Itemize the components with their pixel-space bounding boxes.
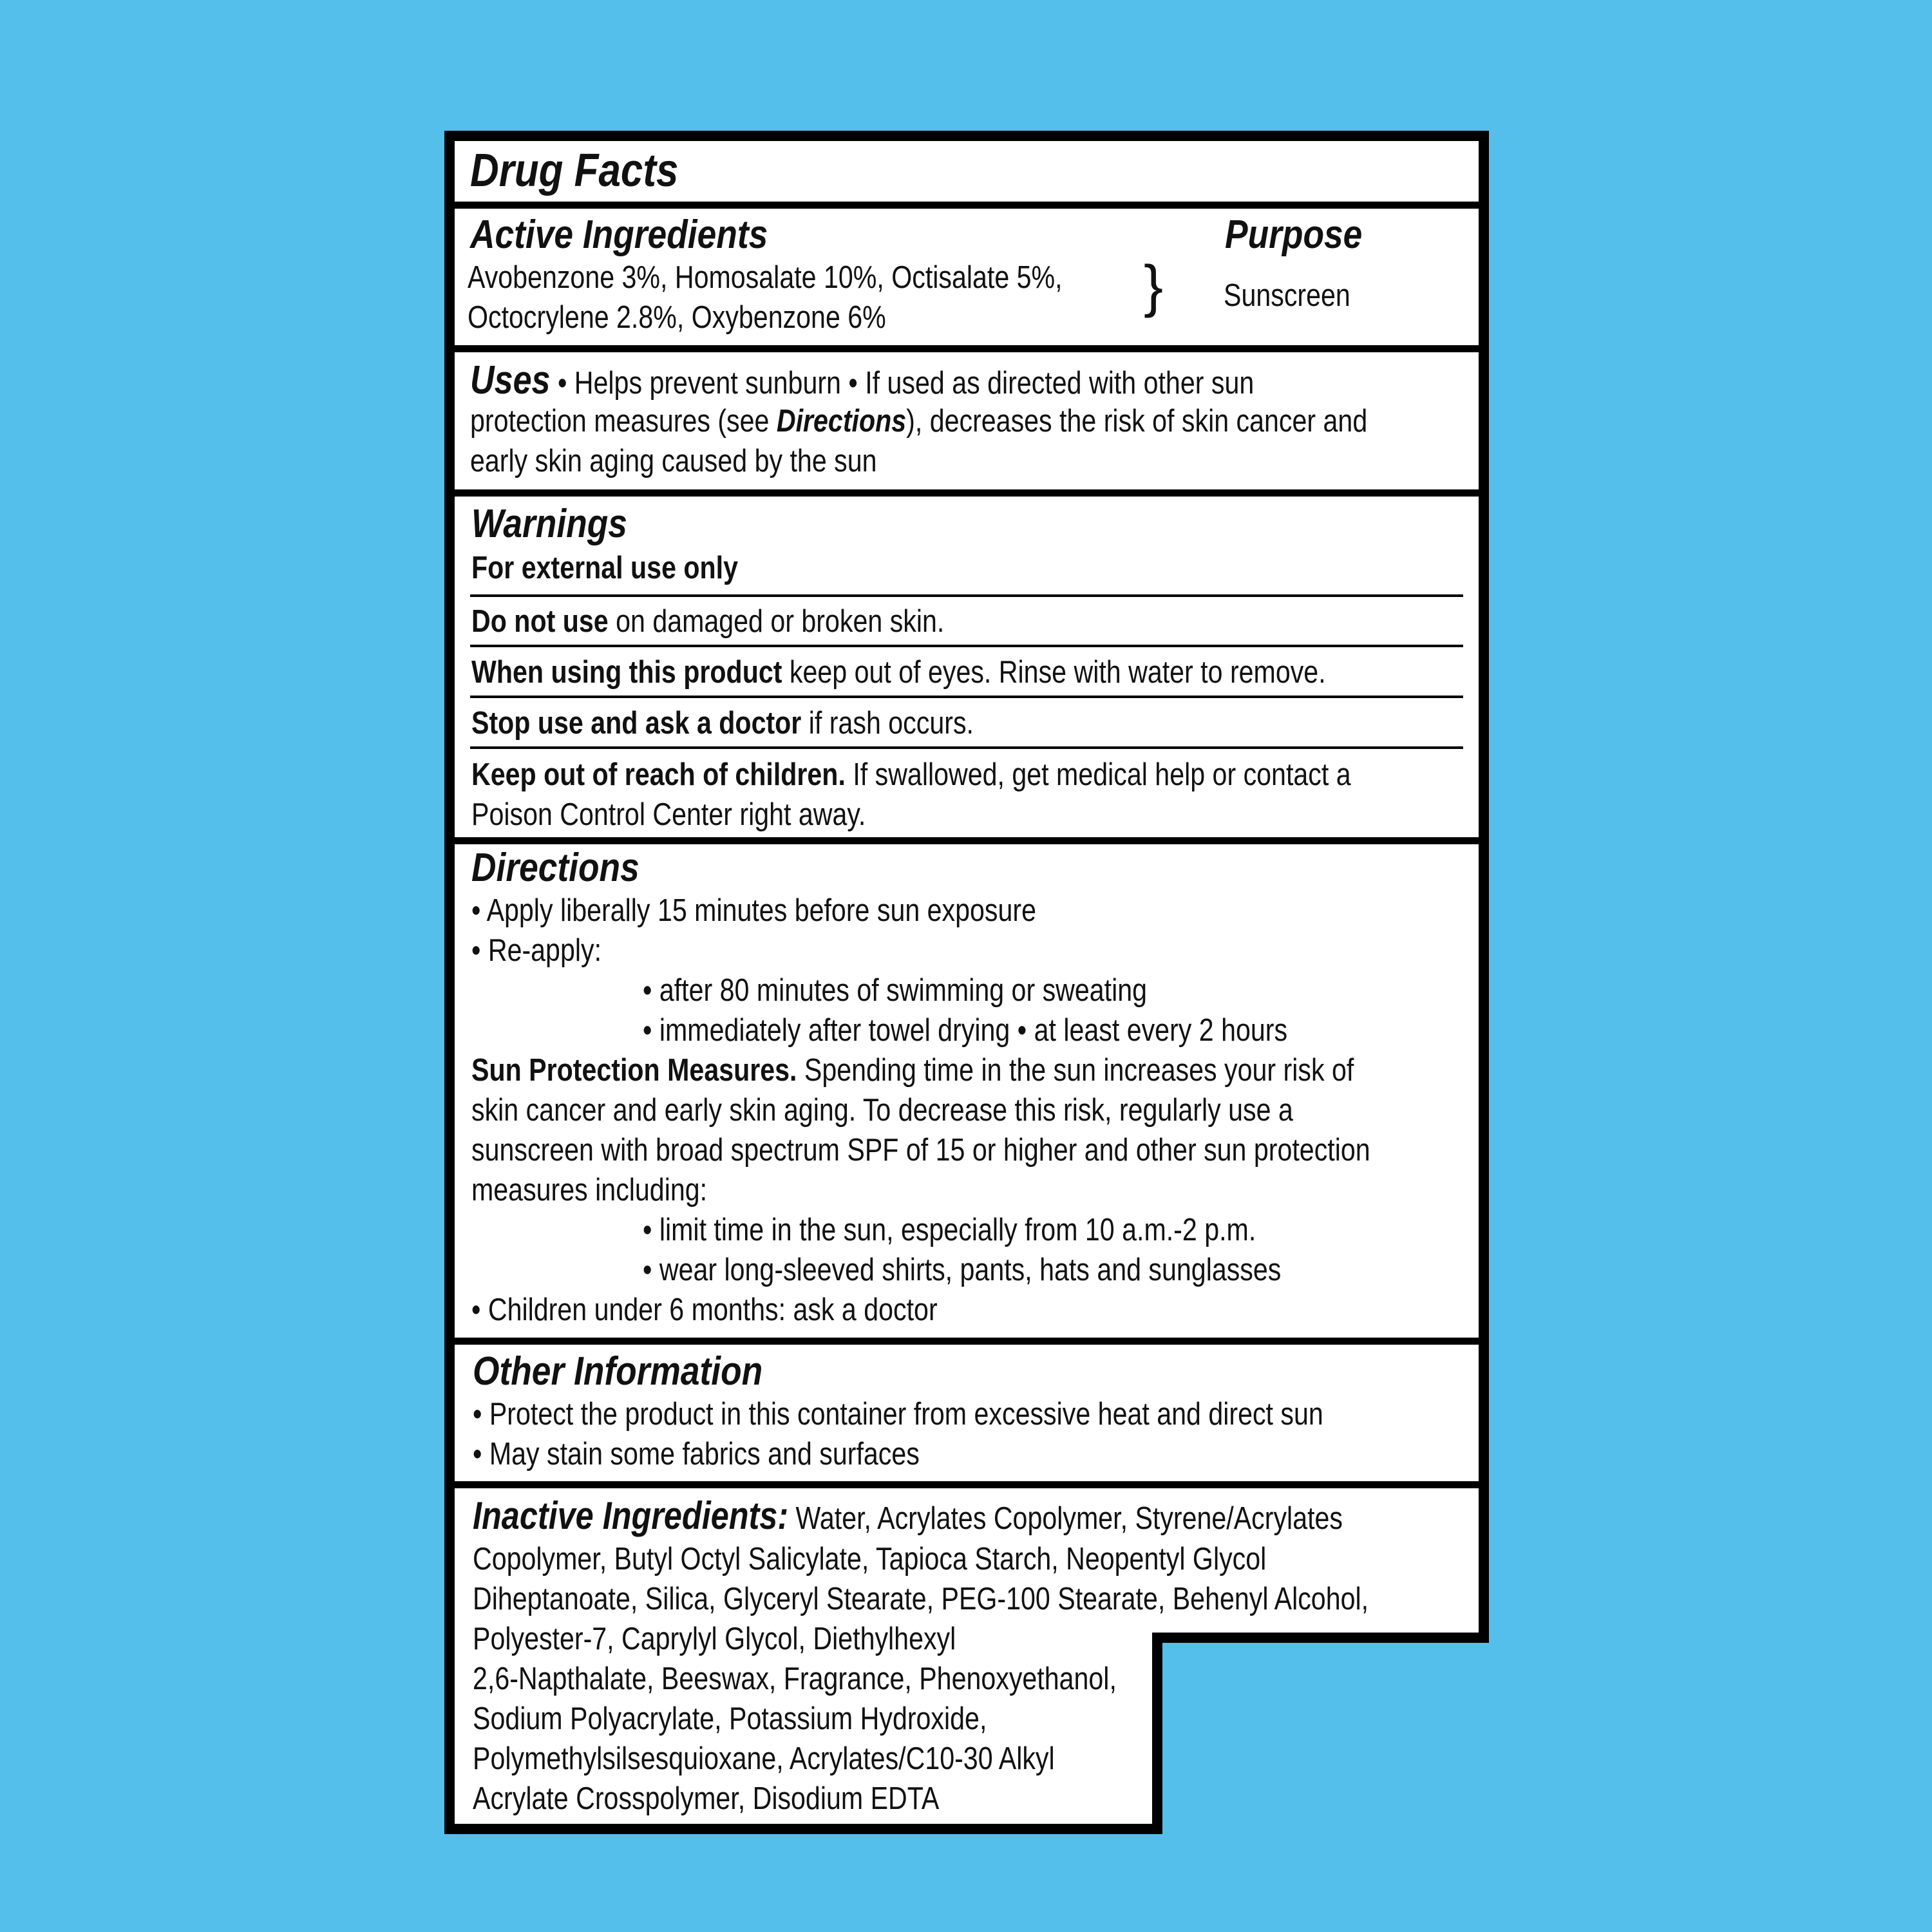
inactive-text-1: Water, Acrylates Copolymer, Styrene/Acrylates [788,1501,1343,1536]
other-info-line-1: • Protect the product in this container from excessive heat and direct sun [473,1397,1323,1432]
uses-line-1 [470,358,1255,403]
purpose-heading: Purpose [1225,213,1363,257]
directions-line-4: • immediately after towel drying • at least every 2 hours [643,1013,1288,1048]
uses-directions-ref: Directions [776,404,907,439]
spm-line-1 [471,1050,1354,1090]
purpose-text: Sunscreen [1224,278,1350,313]
other-info-line-2: • May stain some fabrics and surfaces [473,1437,920,1472]
inactive-line-2: Copolymer, Butyl Octyl Salicylate, Tapioca Starch, Neopentyl Glycol [473,1542,1267,1577]
divider-title [455,202,1479,209]
keep-out-text: If swallowed, get medical help or contact a [845,757,1351,792]
divider-active [455,345,1479,352]
uses-line-3: early skin aging caused by the sun [470,444,877,478]
drug-facts-title: Drug Facts [470,145,679,196]
divider-warnings [455,837,1479,844]
spm-text-1: Spending time in the sun increases your risk of [797,1053,1354,1088]
uses-heading: Uses [470,358,551,402]
inactive-line-6: Sodium Polyacrylate, Potassium Hydroxide, [473,1701,987,1736]
stop-use-line [471,703,974,743]
directions-line-3: • after 80 minutes of swimming or sweating [643,973,1148,1008]
do-not-use-label: Do not use [471,604,609,639]
external-use-text: For external use only [471,551,739,585]
stop-use-text: if rash occurs. [801,706,974,741]
keep-out-line [471,755,1351,795]
active-line-1: Avobenzone 3%, Homosalate 10%, Octisalate 5%, [468,260,1063,295]
do-not-use-line [471,601,944,641]
divider-directions [455,1338,1479,1345]
uses-text-1: • Helps prevent sunburn • If used as directed with other sun [557,366,1255,401]
keep-out-line-2: Poison Control Center right away. [471,797,866,832]
inactive-line-7: Polymethylsilsesquioxane, Acrylates/C10-30 Alkyl [473,1741,1055,1776]
uses-text-2c: ), decreases the risk of skin cancer and [906,404,1368,439]
directions-line-1: • Apply liberally 15 minutes before sun exposure [471,893,1036,928]
active-line-2: Octocrylene 2.8%, Oxybenzone 6% [468,300,886,335]
rule-4 [470,746,1463,749]
directions-line-7: • Children under 6 months: ask a doctor [471,1293,938,1327]
uses-line-2 [470,401,1367,441]
spm-line-2: skin cancer and early skin aging. To decrease this risk, regularly use a [471,1093,1293,1128]
spm-line-3: sunscreen with broad spectrum SPF of 15 or higher and other sun protection [471,1133,1370,1168]
inactive-line-4: Polyester-7, Caprylyl Glycol, Diethylhexyl [473,1622,956,1656]
rule-2 [470,645,1463,647]
directions-line-5: • limit time in the sun, especially from 10 a.m.-2 p.m. [643,1213,1256,1247]
stop-use-label: Stop use and ask a doctor [471,706,802,741]
inactive-line-8: Acrylate Crosspolymer, Disodium EDTA [473,1781,940,1816]
inactive-heading: Inactive Ingredients: [473,1494,789,1537]
uses-text-2a: protection measures (see [470,404,777,439]
when-using-label: When using this product [471,655,782,690]
directions-heading: Directions [471,846,639,890]
notch-border [1152,1633,1489,1643]
inactive-line-3: Diheptanoate, Silica, Glyceryl Stearate, PEG-100 Stearate, Behenyl Alcohol, [473,1582,1369,1616]
rule-1 [470,594,1463,597]
active-ingredients-heading: Active Ingredients [470,213,768,257]
directions-line-6: • wear long-sleeved shirts, pants, hats and sunglasses [643,1253,1282,1287]
rule-3 [470,696,1463,698]
keep-out-label: Keep out of reach of children. [471,757,846,792]
inactive-line-5: 2,6-Napthalate, Beeswax, Fragrance, Phenoxyethanol, [473,1662,1117,1696]
inactive-line-1 [473,1496,1343,1539]
when-using-line [471,652,1326,692]
divider-uses [455,489,1479,497]
spm-label: Sun Protection Measures. [471,1053,797,1088]
directions-line-2: • Re-apply: [471,933,602,968]
when-using-text: keep out of eyes. Rinse with water to remove. [782,655,1326,690]
other-info-heading: Other Information [473,1349,763,1394]
brace-icon: } [1144,254,1164,319]
spm-line-4: measures including: [471,1173,708,1208]
warnings-heading: Warnings [471,502,627,546]
do-not-use-text: on damaged or broken skin. [608,604,945,639]
divider-other [455,1481,1479,1488]
drug-facts-label [444,131,1489,1834]
